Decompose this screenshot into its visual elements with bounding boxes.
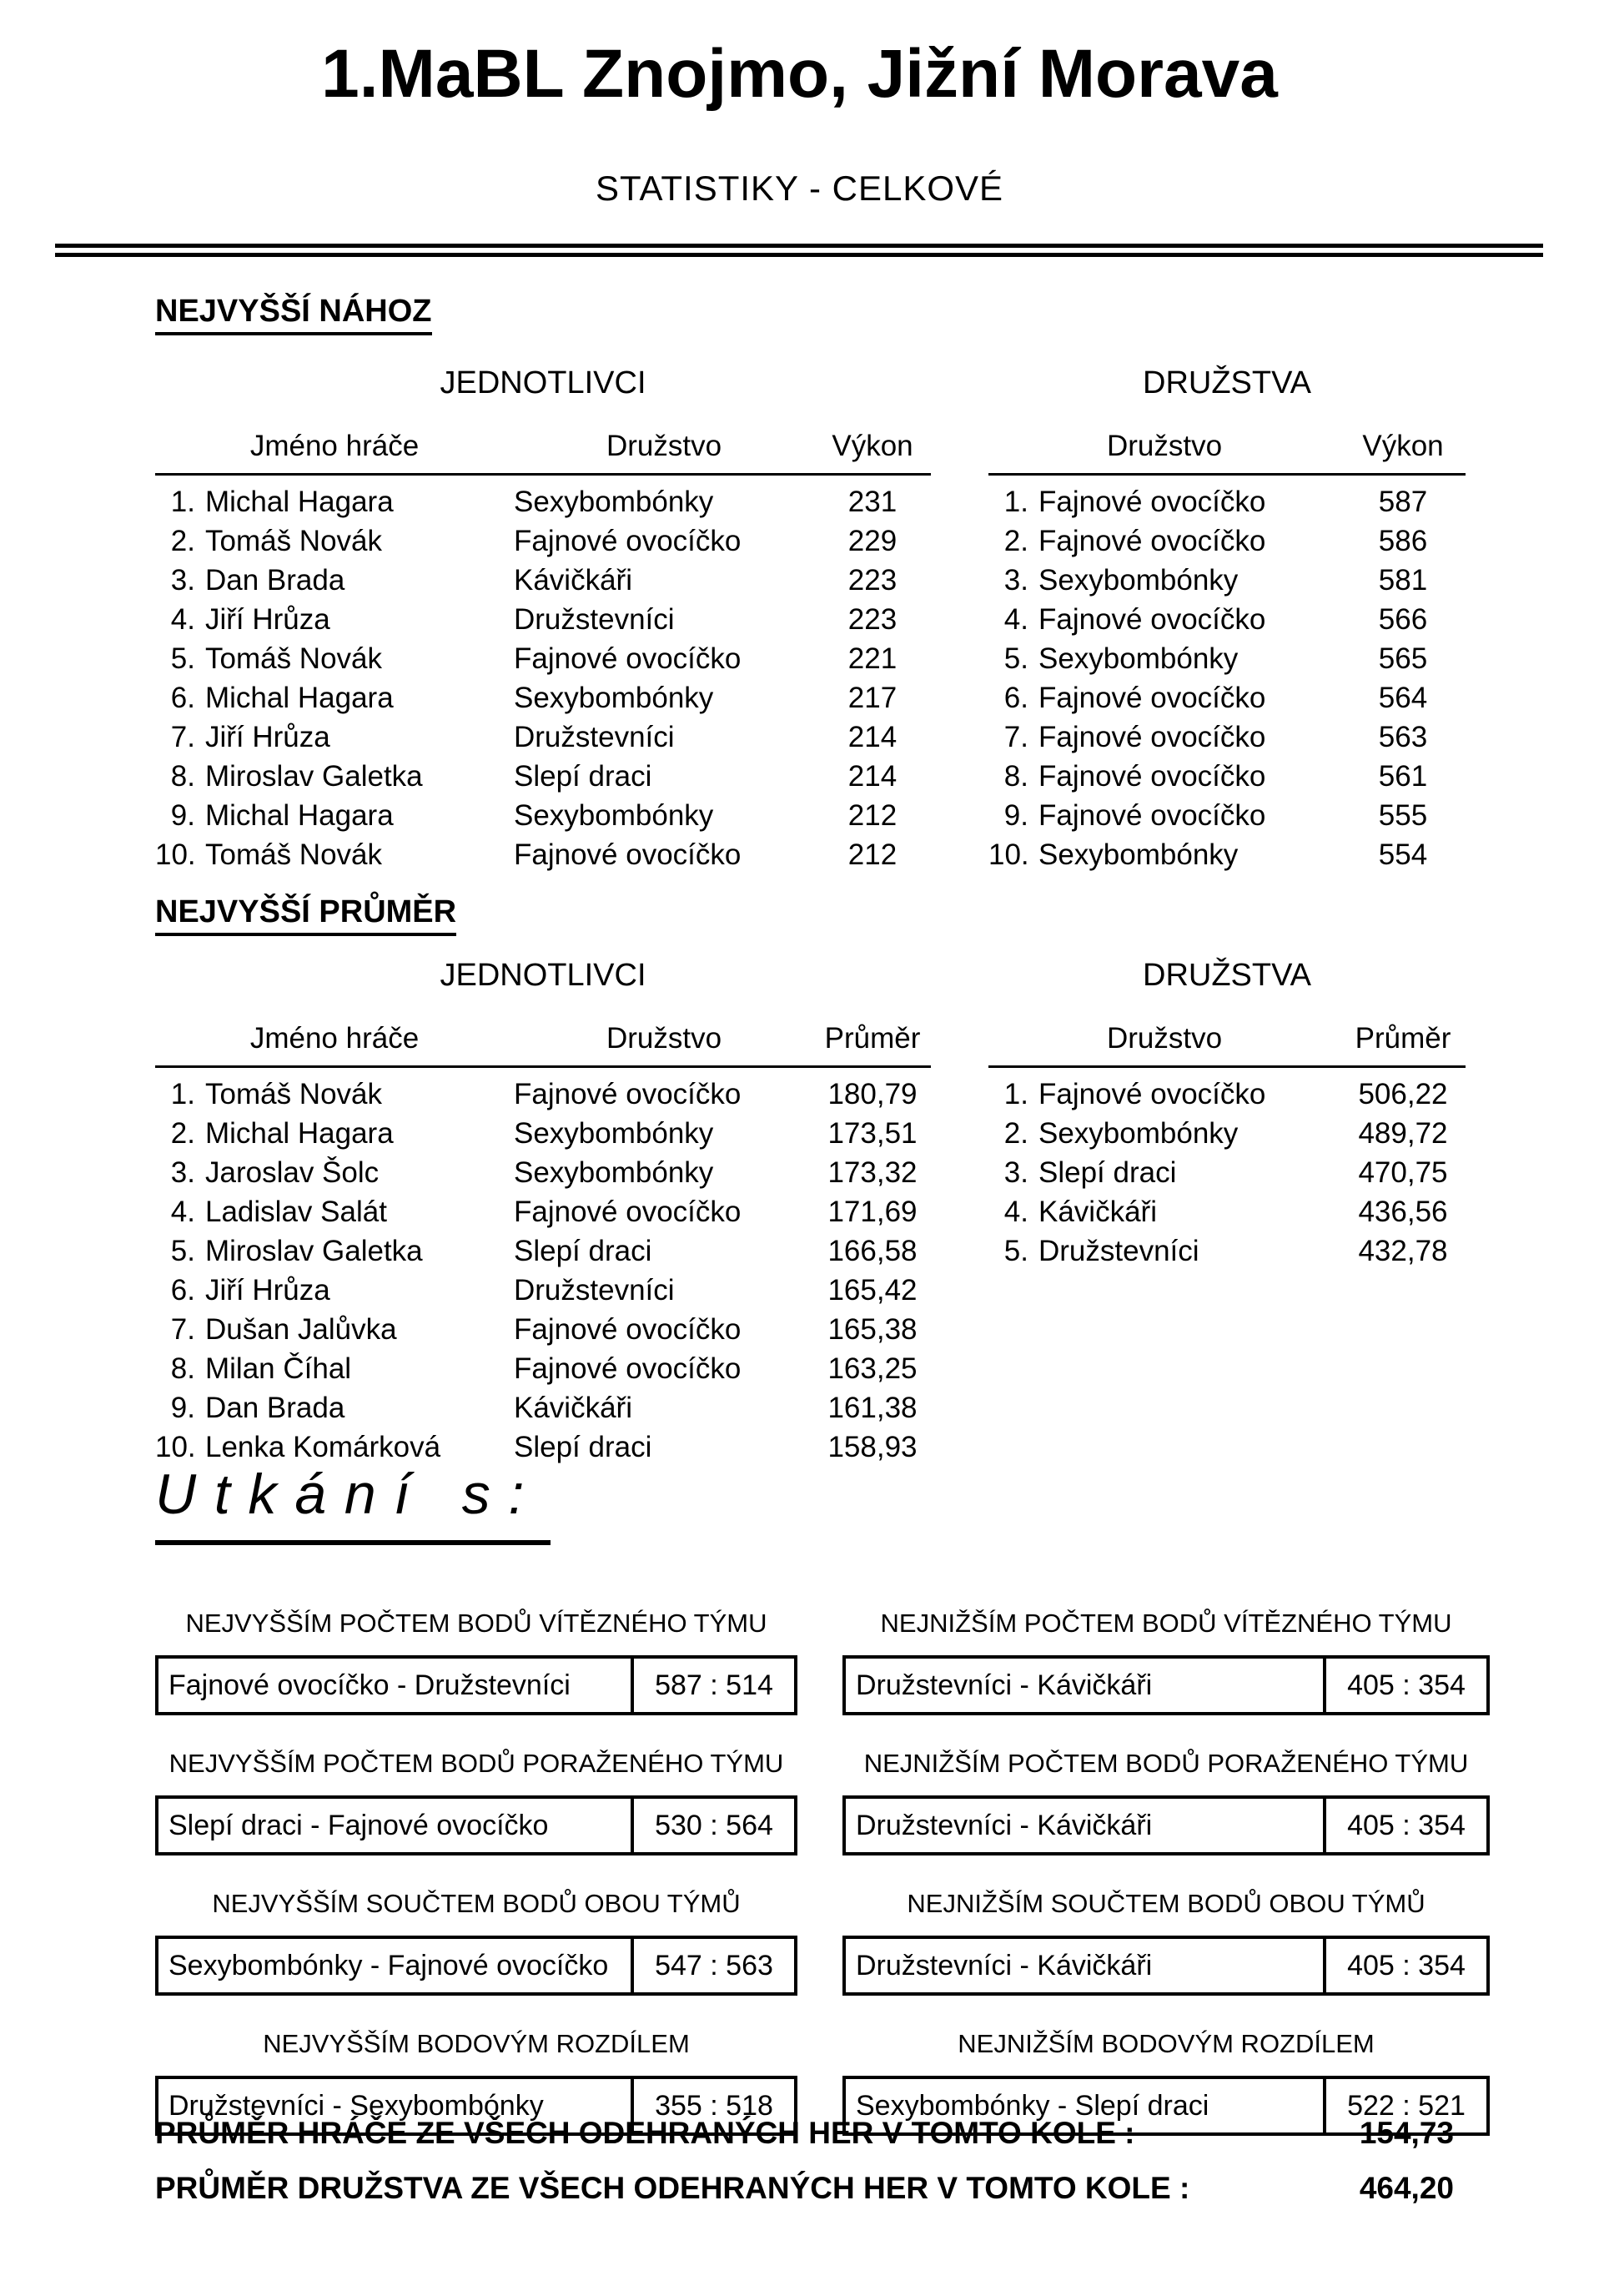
player-name-cell: Dan Brada xyxy=(205,1391,345,1424)
value-cell: 161,38 xyxy=(827,1391,918,1424)
rank-cell: 7. xyxy=(170,720,195,753)
rank-cell: 5. xyxy=(1003,1234,1028,1267)
table-row xyxy=(988,482,1466,521)
table-row xyxy=(155,1153,931,1192)
rank-cell: 5. xyxy=(170,642,195,675)
value-cell: 489,72 xyxy=(1358,1116,1448,1150)
table-row xyxy=(155,835,931,874)
team-cell: Fajnové ovocíčko xyxy=(1038,1077,1266,1110)
section-heading-prumer: NEJVYŠŠÍ PRŮMĚR xyxy=(155,894,456,936)
column-header-name: Jméno hráče xyxy=(249,430,420,462)
rank-cell: 8. xyxy=(170,759,195,793)
table-row xyxy=(988,796,1466,835)
summary-value: 464,20 xyxy=(1359,2171,1454,2205)
table-row xyxy=(155,757,931,796)
rank-cell: 1. xyxy=(1003,1077,1028,1110)
table-row xyxy=(155,1349,931,1388)
rank-cell: 7. xyxy=(170,1312,195,1346)
player-name-cell: Jiří Hrůza xyxy=(205,602,330,636)
value-cell: 212 xyxy=(847,838,898,871)
match-stat-label: NEJVYŠŠÍM SOUČTEM BODŮ OBOU TÝMŮ xyxy=(212,1889,741,1918)
value-cell: 555 xyxy=(1378,798,1428,832)
match-stat-label: NEJNIŽŠÍM BODOVÝM ROZDÍLEM xyxy=(958,2029,1375,2058)
value-cell: 470,75 xyxy=(1358,1156,1448,1189)
value-cell: 561 xyxy=(1378,759,1428,793)
rank-cell: 10. xyxy=(988,838,1029,871)
team-cell: Fajnové ovocíčko xyxy=(514,1352,742,1385)
team-cell: Družstevníci xyxy=(514,1273,675,1307)
summary-label: PRŮMĚR DRUŽSTVA ZE VŠECH ODEHRANÝCH HER V TOMTO KOLE : xyxy=(155,2171,1190,2205)
rank-cell: 8. xyxy=(170,1352,195,1385)
team-cell: Fajnové ovocíčko xyxy=(514,524,742,557)
table-row xyxy=(988,1231,1466,1271)
rank-cell: 6. xyxy=(1003,681,1028,714)
rank-cell: 7. xyxy=(1003,720,1028,753)
value-cell: 217 xyxy=(847,681,898,714)
match-stat-label: NEJVYŠŠÍM BODOVÝM ROZDÍLEM xyxy=(263,2029,690,2058)
player-name-cell: Michal Hagara xyxy=(205,1116,394,1150)
match-score: 405 : 354 xyxy=(1347,1949,1466,1981)
team-cell: Sexybombónky xyxy=(1038,563,1239,597)
match-teams: Družstevníci - Kávičkáři xyxy=(846,1799,1326,1852)
rank-cell: 4. xyxy=(170,1195,195,1228)
match-stat xyxy=(842,1889,1490,1996)
rank-cell: 1. xyxy=(170,1077,195,1110)
match-stat-box xyxy=(155,1795,797,1855)
table-row xyxy=(155,521,931,561)
team-cell: Fajnové ovocíčko xyxy=(514,1077,742,1110)
rank-cell: 2. xyxy=(1003,524,1028,557)
team-cell: Slepí draci xyxy=(1038,1156,1177,1189)
value-cell: 564 xyxy=(1378,681,1428,714)
match-score: 405 : 354 xyxy=(1347,1669,1466,1701)
player-name-cell: Tomáš Novák xyxy=(205,524,383,557)
table-title: DRUŽSTVA xyxy=(1143,958,1311,993)
value-cell: 166,58 xyxy=(827,1234,918,1267)
value-cell: 221 xyxy=(847,642,898,675)
table-row xyxy=(155,1388,931,1427)
rank-cell: 10. xyxy=(155,838,196,871)
column-header-name: Jméno hráče xyxy=(249,1022,420,1055)
table-header xyxy=(155,1022,931,1068)
match-stat-box xyxy=(842,1655,1490,1715)
value-cell: 223 xyxy=(847,602,898,636)
team-cell: Slepí draci xyxy=(514,1234,652,1267)
value-cell: 165,38 xyxy=(827,1312,918,1346)
player-name-cell: Jaroslav Šolc xyxy=(205,1156,380,1189)
match-stat-label: NEJVYŠŠÍM POČTEM BODŮ PORAŽENÉHO TÝMU xyxy=(168,1749,784,1778)
player-name-cell: Miroslav Galetka xyxy=(205,759,423,793)
table-row xyxy=(988,521,1466,561)
table-row xyxy=(155,1114,931,1153)
team-cell: Kávičkáři xyxy=(514,563,632,597)
value-cell: 165,42 xyxy=(827,1273,918,1307)
value-cell: 223 xyxy=(847,563,898,597)
rank-cell: 1. xyxy=(170,485,195,518)
page-title: 1.MaBL Znojmo, Jižní Morava xyxy=(321,36,1278,112)
player-name-cell: Jiří Hrůza xyxy=(205,1273,330,1307)
match-teams: Sexybombónky - Slepí draci xyxy=(846,2079,1326,2132)
team-cell: Kávičkáři xyxy=(1038,1195,1157,1228)
rank-cell: 5. xyxy=(1003,642,1028,675)
player-name-cell: Lenka Komárková xyxy=(205,1430,441,1463)
value-cell: 229 xyxy=(847,524,898,557)
section-heading-nahoz: NEJVYŠŠÍ NÁHOZ xyxy=(155,294,432,335)
table-row xyxy=(155,1271,931,1310)
rank-cell: 3. xyxy=(1003,563,1028,597)
team-cell: Družstevníci xyxy=(514,602,675,636)
team-cell: Fajnové ovocíčko xyxy=(1038,602,1266,636)
player-name-cell: Tomáš Novák xyxy=(205,1077,383,1110)
player-name-cell: Dušan Jalůvka xyxy=(205,1312,397,1346)
table-row xyxy=(988,757,1466,796)
value-cell: 432,78 xyxy=(1358,1234,1448,1267)
rank-cell: 5. xyxy=(170,1234,195,1267)
team-cell: Fajnové ovocíčko xyxy=(1038,720,1266,753)
table-title: JEDNOTLIVCI xyxy=(440,365,646,400)
match-stat-label: NEJNIŽŠÍM POČTEM BODŮ PORAŽENÉHO TÝMU xyxy=(863,1749,1469,1778)
table-header xyxy=(988,1022,1466,1068)
table-body xyxy=(988,482,1466,874)
rank-cell: 4. xyxy=(1003,1195,1028,1228)
player-name-cell: Dan Brada xyxy=(205,563,345,597)
column-header-value: Průměr xyxy=(1355,1022,1451,1055)
table-row xyxy=(988,718,1466,757)
team-cell: Sexybombónky xyxy=(1038,838,1239,871)
column-header-team: Družstvo xyxy=(1106,1022,1223,1055)
page-subtitle: STATISTIKY - CELKOVÉ xyxy=(595,169,1004,208)
team-cell: Fajnové ovocíčko xyxy=(514,1195,742,1228)
table-row xyxy=(988,639,1466,678)
match-stat-label: NEJNIŽŠÍM POČTEM BODŮ VÍTĚZNÉHO TÝMU xyxy=(880,1609,1452,1638)
team-cell: Kávičkáři xyxy=(514,1391,632,1424)
player-name-cell: Michal Hagara xyxy=(205,681,394,714)
team-cell: Fajnové ovocíčko xyxy=(1038,681,1266,714)
match-score: 547 : 563 xyxy=(655,1949,773,1981)
table-row xyxy=(155,639,931,678)
value-cell: 436,56 xyxy=(1358,1195,1448,1228)
team-cell: Fajnové ovocíčko xyxy=(1038,524,1266,557)
table-body xyxy=(988,1075,1466,1271)
table-row xyxy=(155,1310,931,1349)
match-teams: Slepí draci - Fajnové ovocíčko xyxy=(158,1799,634,1852)
table-row xyxy=(155,1427,931,1467)
prumer-individuals-table xyxy=(155,958,931,1467)
value-cell: 563 xyxy=(1378,720,1428,753)
match-stat xyxy=(842,1749,1490,1855)
summary-value: 154,73 xyxy=(1359,2116,1454,2150)
player-name-cell: Milan Číhal xyxy=(205,1352,352,1385)
table-row xyxy=(155,678,931,718)
rank-cell: 2. xyxy=(170,1116,195,1150)
player-name-cell: Ladislav Salát xyxy=(205,1195,387,1228)
rank-cell: 1. xyxy=(1003,485,1028,518)
match-score: 355 : 518 xyxy=(655,2089,773,2122)
summary-label: PRŮMĚR HRÁČE ZE VŠECH ODEHRANÝCH HER V TOMTO KOLE : xyxy=(155,2116,1135,2150)
team-cell: Družstevníci xyxy=(514,720,675,753)
team-cell: Družstevníci xyxy=(1038,1234,1199,1267)
match-score: 405 : 354 xyxy=(1347,1809,1466,1841)
rank-cell: 6. xyxy=(170,1273,195,1307)
table-header xyxy=(155,430,931,476)
value-cell: 163,25 xyxy=(827,1352,918,1385)
match-teams: Fajnové ovocíčko - Družstevníci xyxy=(158,1659,634,1712)
match-teams: Sexybombónky - Fajnové ovocíčko xyxy=(158,1939,634,1992)
rank-cell: 4. xyxy=(1003,602,1028,636)
player-name-cell: Michal Hagara xyxy=(205,485,394,518)
column-header-value: Výkon xyxy=(1362,430,1444,462)
value-cell: 581 xyxy=(1378,563,1428,597)
summary-row xyxy=(155,2161,1454,2216)
table-row xyxy=(988,1192,1466,1231)
team-cell: Sexybombónky xyxy=(514,798,714,832)
table-row xyxy=(988,678,1466,718)
column-header-team: Družstvo xyxy=(606,430,722,462)
value-cell: 506,22 xyxy=(1358,1077,1448,1110)
rank-cell: 4. xyxy=(170,602,195,636)
rank-cell: 6. xyxy=(170,681,195,714)
player-name-cell: Tomáš Novák xyxy=(205,642,383,675)
table-body xyxy=(155,482,931,874)
table-row xyxy=(988,1075,1466,1114)
team-cell: Slepí draci xyxy=(514,1430,652,1463)
team-cell: Fajnové ovocíčko xyxy=(1038,798,1266,832)
column-header-team: Družstvo xyxy=(1106,430,1223,462)
match-stats-grid xyxy=(155,1609,1490,2136)
table-header xyxy=(988,430,1466,476)
value-cell: 173,32 xyxy=(827,1156,918,1189)
summary-row xyxy=(155,2106,1454,2161)
team-cell: Slepí draci xyxy=(514,759,652,793)
rank-cell: 8. xyxy=(1003,759,1028,793)
table-body xyxy=(155,1075,931,1467)
match-stat-box xyxy=(842,1936,1490,1996)
match-stat xyxy=(155,1609,797,1715)
team-cell: Fajnové ovocíčko xyxy=(514,1312,742,1346)
team-cell: Fajnové ovocíčko xyxy=(514,642,742,675)
value-cell: 565 xyxy=(1378,642,1428,675)
match-teams: Družstevníci - Kávičkáři xyxy=(846,1939,1326,1992)
value-cell: 173,51 xyxy=(827,1116,918,1150)
rank-cell: 9. xyxy=(170,798,195,832)
value-cell: 158,93 xyxy=(827,1430,918,1463)
match-stat-label: NEJVYŠŠÍM POČTEM BODŮ VÍTĚZNÉHO TÝMU xyxy=(185,1609,767,1638)
table-row xyxy=(155,1192,931,1231)
value-cell: 214 xyxy=(847,759,898,793)
table-row xyxy=(988,1153,1466,1192)
match-score: 530 : 564 xyxy=(655,1809,773,1841)
match-score: 587 : 514 xyxy=(655,1669,773,1701)
rank-cell: 9. xyxy=(170,1391,195,1424)
player-name-cell: Michal Hagara xyxy=(205,798,394,832)
table-row xyxy=(155,600,931,639)
team-cell: Sexybombónky xyxy=(1038,642,1239,675)
table-row xyxy=(155,1231,931,1271)
table-row xyxy=(155,561,931,600)
match-stat-box xyxy=(155,1936,797,1996)
table-title: JEDNOTLIVCI xyxy=(440,958,646,993)
match-stat-box xyxy=(842,1795,1490,1855)
matches-heading: Utkání s: xyxy=(155,1462,551,1545)
match-stat xyxy=(155,1889,797,1996)
value-cell: 180,79 xyxy=(827,1077,918,1110)
summary-block xyxy=(155,2106,1454,2216)
value-cell: 566 xyxy=(1378,602,1428,636)
team-cell: Sexybombónky xyxy=(514,485,714,518)
team-cell: Sexybombónky xyxy=(514,1156,714,1189)
nahoz-individuals-table xyxy=(155,365,931,874)
table-row xyxy=(988,1114,1466,1153)
team-cell: Sexybombónky xyxy=(514,681,714,714)
rank-cell: 3. xyxy=(1003,1156,1028,1189)
team-cell: Fajnové ovocíčko xyxy=(1038,759,1266,793)
team-cell: Sexybombónky xyxy=(1038,1116,1239,1150)
value-cell: 554 xyxy=(1378,838,1428,871)
rank-cell: 2. xyxy=(170,524,195,557)
column-header-value: Průměr xyxy=(824,1022,921,1055)
match-stat-label: NEJNIŽŠÍM SOUČTEM BODŮ OBOU TÝMŮ xyxy=(907,1889,1426,1918)
value-cell: 212 xyxy=(847,798,898,832)
title-divider xyxy=(55,244,1543,257)
column-header-value: Výkon xyxy=(832,430,913,462)
team-cell: Fajnové ovocíčko xyxy=(1038,485,1266,518)
player-name-cell: Jiří Hrůza xyxy=(205,720,330,753)
nahoz-teams-table xyxy=(988,365,1466,874)
value-cell: 214 xyxy=(847,720,898,753)
player-name-cell: Tomáš Novák xyxy=(205,838,383,871)
value-cell: 171,69 xyxy=(827,1195,918,1228)
match-score: 522 : 521 xyxy=(1347,2089,1466,2122)
match-stat xyxy=(155,1749,797,1855)
table-row xyxy=(155,482,931,521)
value-cell: 586 xyxy=(1378,524,1428,557)
table-row xyxy=(988,600,1466,639)
team-cell: Sexybombónky xyxy=(514,1116,714,1150)
team-cell: Fajnové ovocíčko xyxy=(514,838,742,871)
match-teams: Družstevníci - Kávičkáři xyxy=(846,1659,1326,1712)
match-stat xyxy=(842,1609,1490,1715)
match-stat-box xyxy=(155,1655,797,1715)
player-name-cell: Miroslav Galetka xyxy=(205,1234,423,1267)
table-title: DRUŽSTVA xyxy=(1143,365,1311,400)
rank-cell: 3. xyxy=(170,1156,195,1189)
table-row xyxy=(988,835,1466,874)
column-header-team: Družstvo xyxy=(606,1022,722,1055)
value-cell: 231 xyxy=(847,485,898,518)
rank-cell: 2. xyxy=(1003,1116,1028,1150)
rank-cell: 3. xyxy=(170,563,195,597)
value-cell: 587 xyxy=(1378,485,1428,518)
rank-cell: 10. xyxy=(155,1430,196,1463)
rank-cell: 9. xyxy=(1003,798,1028,832)
table-row xyxy=(155,796,931,835)
table-row xyxy=(155,1075,931,1114)
table-row xyxy=(155,718,931,757)
match-teams: Družstevníci - Sexybombónky xyxy=(158,2079,634,2132)
table-row xyxy=(988,561,1466,600)
prumer-teams-table xyxy=(988,958,1466,1271)
